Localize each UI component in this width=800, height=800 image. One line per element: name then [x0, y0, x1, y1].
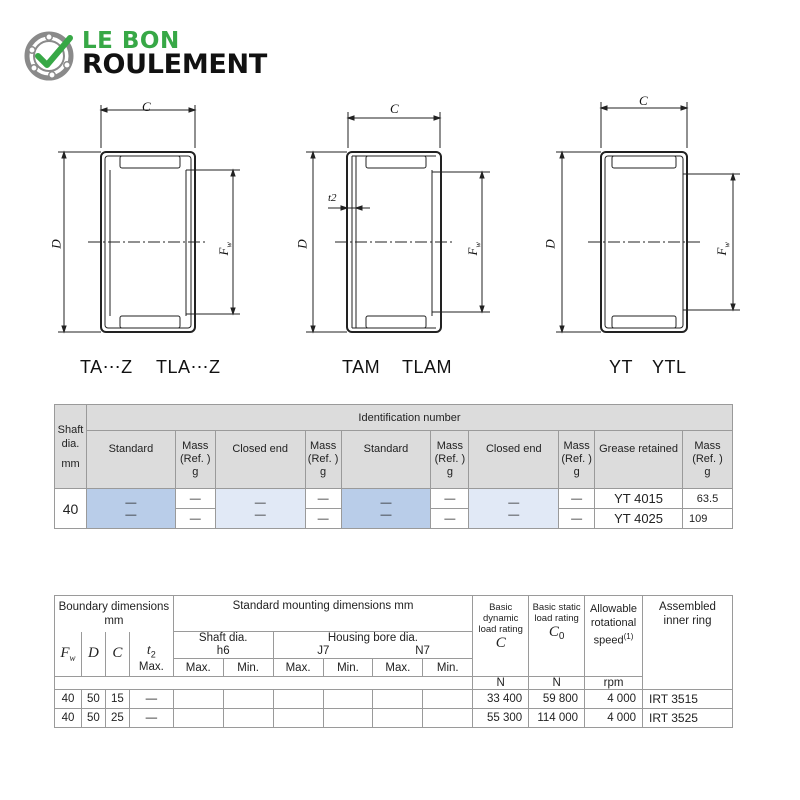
housing-bore-subheader: Housing bore dia. J7 N7 — [273, 632, 473, 659]
diagram-ta-z — [58, 105, 240, 332]
grease-id-2: YT 4025 — [595, 509, 683, 529]
unit-rpm: rpm — [585, 677, 643, 690]
mass-cell: — — [559, 509, 595, 529]
speed-header: Allowable rotational speed$^{(1)}$ — [585, 596, 643, 677]
d-value: 50 — [81, 709, 105, 728]
j7-max: Max. — [273, 659, 323, 677]
fw-value: 40 — [55, 690, 82, 709]
t2-value: — — [129, 709, 173, 728]
grease-mass-2: 109 — [682, 509, 732, 529]
n7-min: Min. — [423, 659, 473, 677]
fw-value: 40 — [55, 709, 82, 728]
col-closed-1: Closed end — [215, 431, 305, 489]
dyn-value: 33 400 — [473, 690, 529, 709]
speed-value: 4 000 — [585, 709, 643, 728]
mass-cell: — — [431, 509, 469, 529]
label-ta-z: TA⋯Z — [80, 357, 133, 377]
mass-cell: — — [431, 489, 469, 509]
table-row — [55, 489, 733, 509]
shaft-max: Max. — [173, 659, 223, 677]
mass-cell: — — [305, 489, 341, 509]
j7-min: Min. — [323, 659, 373, 677]
dynamic-load-header: Basic dynamic load rating C — [473, 596, 529, 677]
label-yt: YT — [609, 357, 634, 377]
identification-number-header: Identification number — [86, 405, 732, 431]
col-mass-3: Mass (Ref. ) g — [431, 431, 469, 489]
dimensions-table — [54, 595, 733, 728]
dim-fw-2: $F_w$ — [464, 242, 483, 256]
logo-line-1: LE BON — [82, 28, 180, 54]
inner-ring-value: IRT 3515 — [643, 690, 733, 709]
shaft-min: Min. — [223, 659, 273, 677]
mass-cell: — — [305, 509, 341, 529]
col-mass-2: Mass (Ref. ) g — [305, 431, 341, 489]
col-closed-2: Closed end — [469, 431, 559, 489]
brand-logo — [24, 26, 304, 86]
speed-value: 4 000 — [585, 690, 643, 709]
col-mass-1: Mass (Ref. ) g — [175, 431, 215, 489]
stat-value: 59 800 — [529, 690, 585, 709]
mass-cell: — — [175, 509, 215, 529]
shaft-dia-subheader: Shaft dia. h6 — [173, 632, 273, 659]
dim-c-2: C — [390, 101, 399, 116]
dim-c-1: C — [142, 99, 151, 114]
label-tam: TAM — [342, 357, 381, 377]
shaft-dia-header: Shaft dia. mm — [55, 405, 87, 489]
dim-d-1: D — [48, 239, 64, 249]
stat-value: 114 000 — [529, 709, 585, 728]
fw-header: $F_w$ — [55, 632, 82, 677]
dim-d-2: D — [294, 239, 310, 249]
inner-ring-header: Assembled inner ring — [643, 596, 733, 677]
unit-n-stat: N — [529, 677, 585, 690]
c-header: C — [105, 632, 129, 677]
col-standard-2: Standard — [341, 431, 431, 489]
dim-t2: t2 — [328, 192, 337, 204]
static-load-header: Basic static load rating $C_0$ — [529, 596, 585, 677]
t2-value: — — [129, 690, 173, 709]
col-mass-4: Mass (Ref. ) g — [559, 431, 595, 489]
col-grease: Grease retained — [595, 431, 683, 489]
diagram-yt — [556, 102, 740, 332]
mass-cell: — — [175, 489, 215, 509]
c-value: 15 — [105, 690, 129, 709]
dim-d-3: D — [542, 239, 558, 249]
label-ytl: YTL — [652, 357, 687, 377]
col-standard-1: Standard — [86, 431, 175, 489]
d-header: D — [81, 632, 105, 677]
inner-ring-value: IRT 3525 — [643, 709, 733, 728]
diagram-tam — [306, 112, 490, 332]
label-tlam: TLAM — [402, 357, 453, 377]
d-value: 50 — [81, 690, 105, 709]
t2-header: $t_2$ Max. — [129, 632, 173, 677]
dim-c-3: C — [639, 93, 648, 108]
mass-cell: — — [559, 489, 595, 509]
dim-fw-3: $F_w$ — [713, 242, 732, 256]
grease-mass-1: 63.5 — [682, 489, 732, 509]
mounting-dims-header: Standard mounting dimensions mm — [173, 596, 472, 632]
unit-n-dyn: N — [473, 677, 529, 690]
col-mass-5: Mass (Ref. ) g — [682, 431, 732, 489]
dyn-value: 55 300 — [473, 709, 529, 728]
bearing-diagrams — [0, 90, 800, 350]
c-value: 25 — [105, 709, 129, 728]
label-tla-z: TLA⋯Z — [156, 357, 221, 377]
dim-fw-1: $F_w$ — [215, 242, 234, 256]
identification-table — [54, 404, 733, 529]
standard-2-value: — — — [341, 489, 431, 529]
logo-line-2: ROULEMENT — [82, 49, 267, 80]
n7-max: Max. — [373, 659, 423, 677]
table-row — [55, 690, 733, 709]
bearing-check-icon — [24, 30, 76, 82]
closed-1-value: — — — [215, 489, 305, 529]
table-row — [55, 709, 733, 728]
shaft-value: 40 — [55, 489, 87, 529]
boundary-dims-header: Boundary dimensions mm — [55, 596, 174, 632]
standard-1-value: — — — [86, 489, 175, 529]
grease-id-1: YT 4015 — [595, 489, 683, 509]
closed-2-value: — — — [469, 489, 559, 529]
